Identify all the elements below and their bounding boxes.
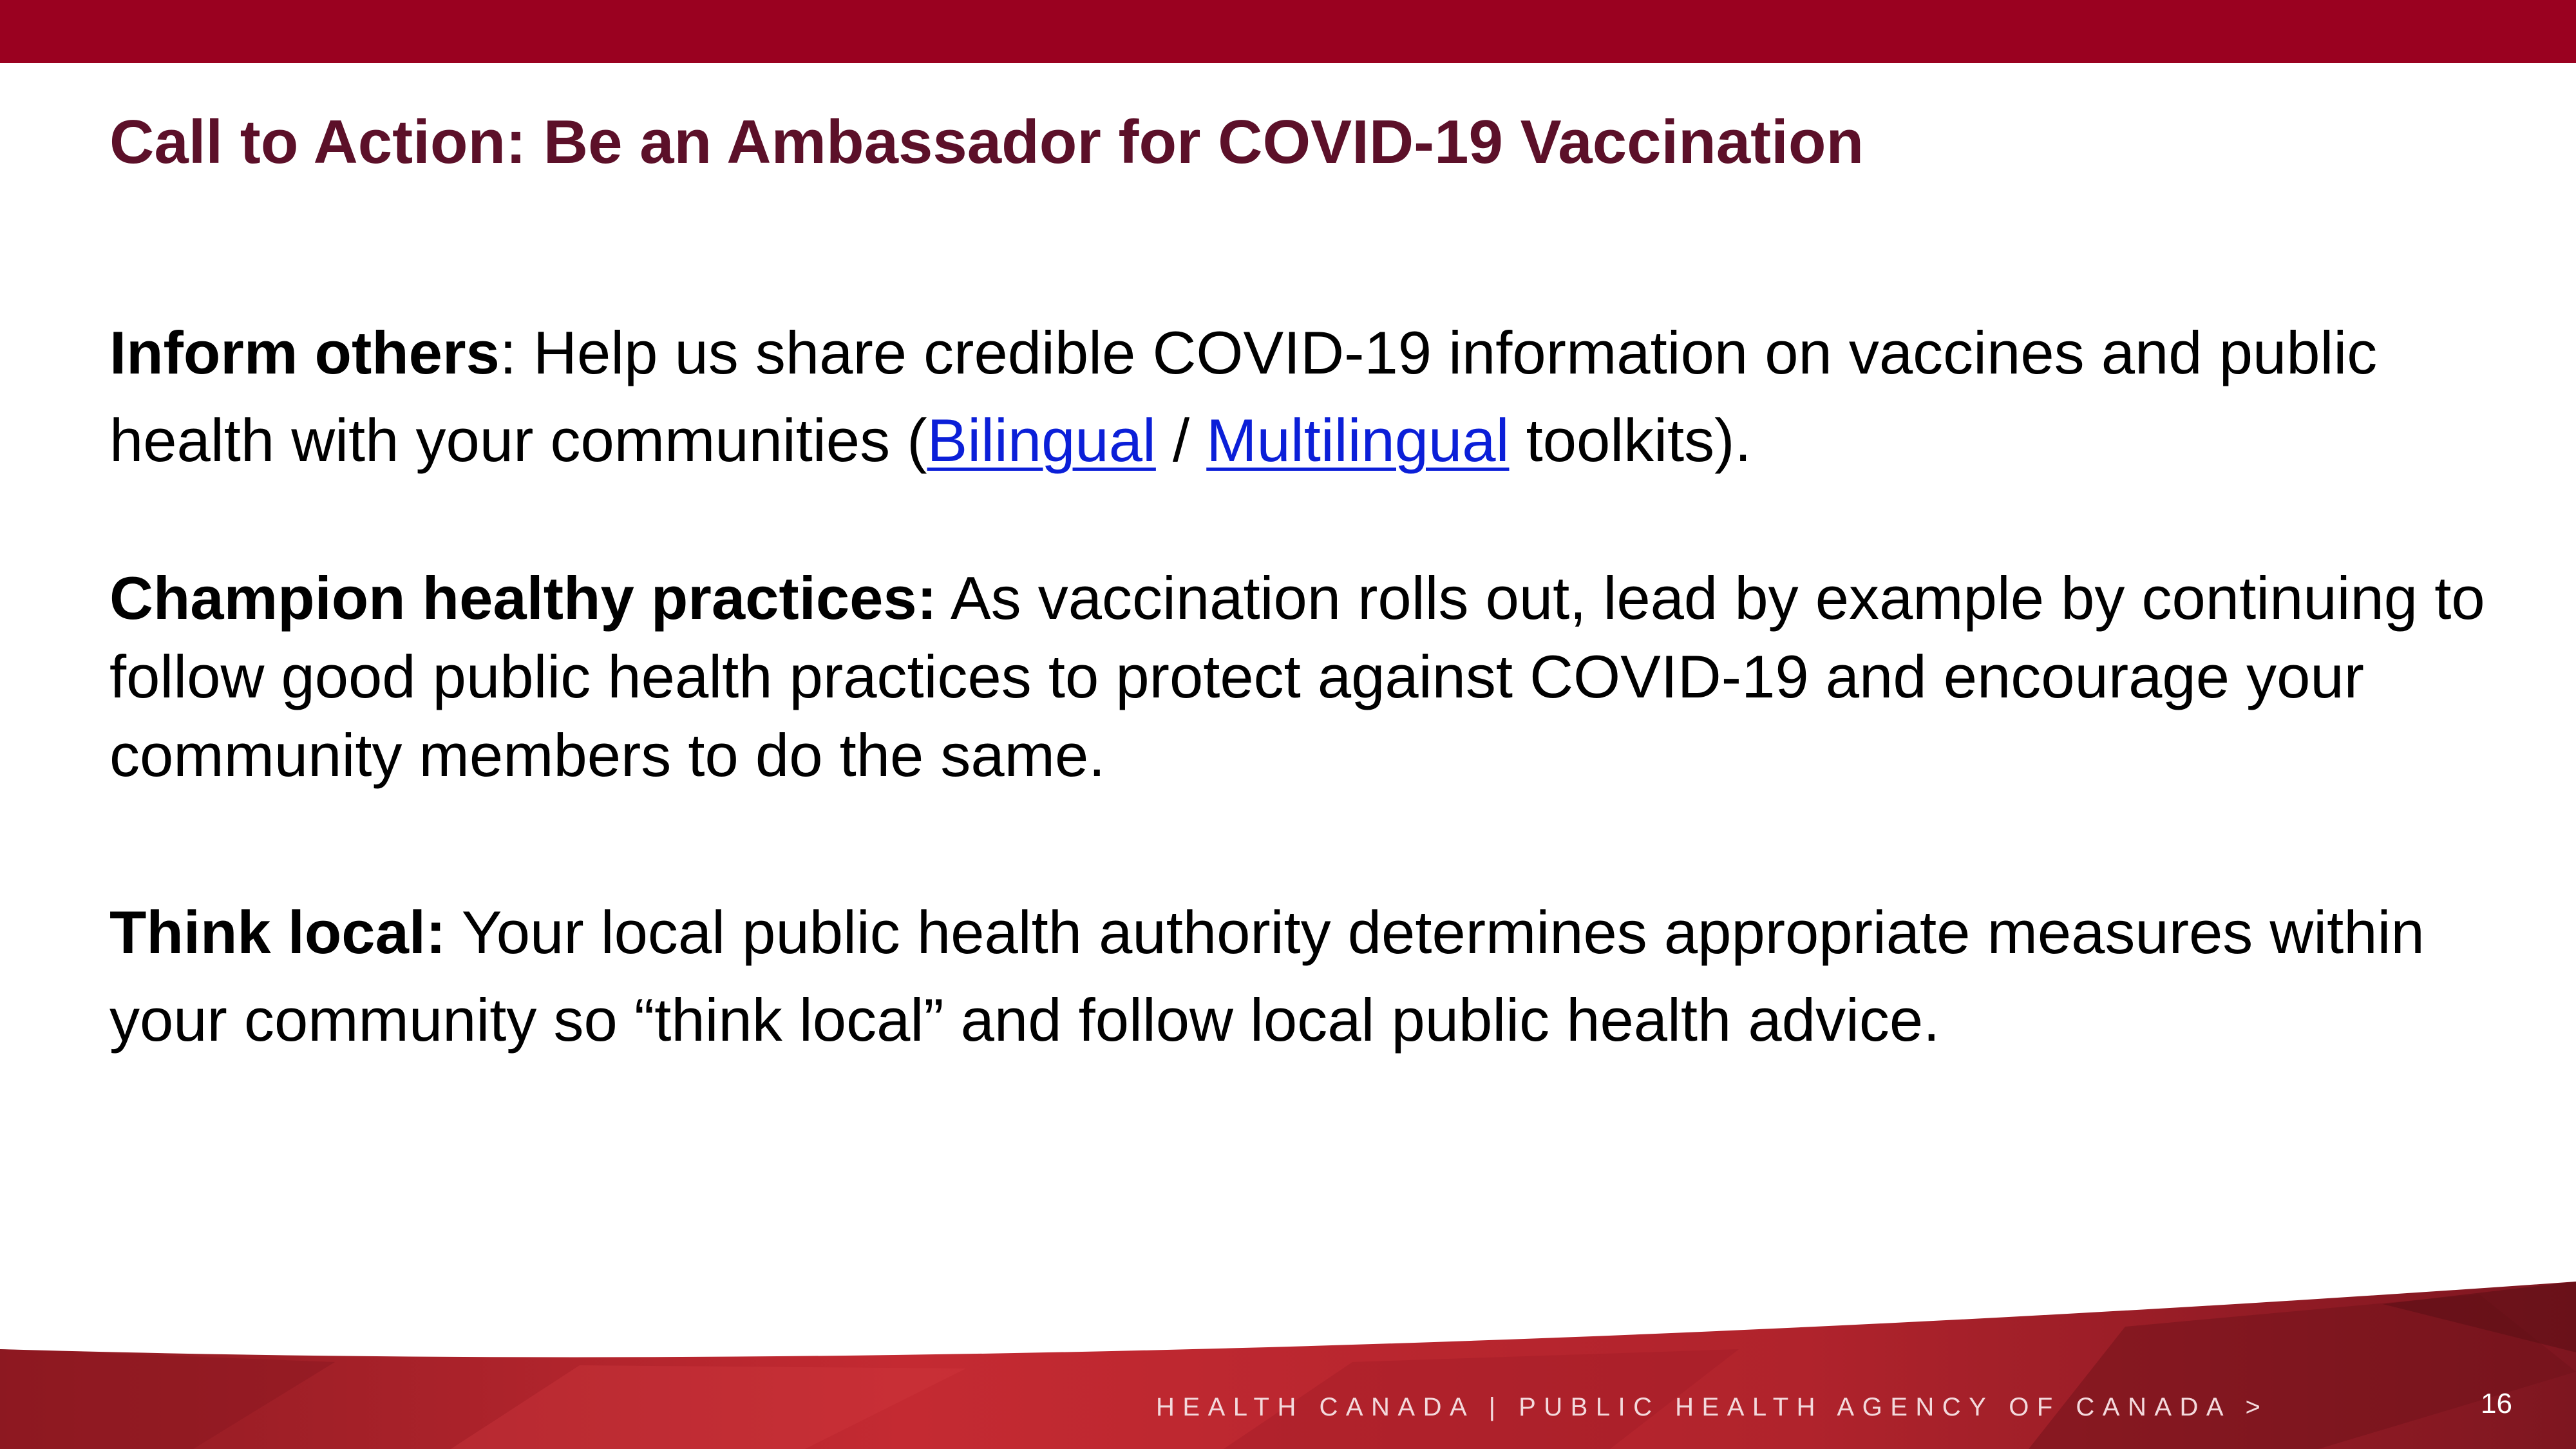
paragraph-champion-practices — [109, 559, 2492, 795]
paragraph-think-local — [109, 889, 2492, 1064]
link-separator: / — [1155, 406, 1207, 474]
bilingual-link[interactable]: Bilingual — [927, 406, 1156, 474]
footer-banner — [0, 1275, 2576, 1449]
think-local-text: Your local public health authority determines appropriate measures within your community so “think local” and follow local public health advice. — [109, 898, 2425, 1054]
top-bar — [0, 0, 2576, 63]
page-number: 16 — [2481, 1388, 2512, 1419]
heading-inform-others: Inform others — [109, 319, 500, 386]
heading-champion-practices: Champion healthy practices: — [109, 564, 937, 632]
footer-agency-text[interactable]: HEALTH CANADA | PUBLIC HEALTH AGENCY OF CANADA > — [1156, 1393, 2269, 1421]
slide-title: Call to Action: Be an Ambassador for COVID-19 Vaccination — [109, 108, 1864, 176]
multilingual-link[interactable]: Multilingual — [1206, 406, 1510, 474]
inform-text: : Help us share credible COVID-19 information on vaccines and public health with your communities ( — [109, 319, 2378, 474]
champion-text: As vaccination rolls out, lead by example by continuing to follow good public health practices to protect against COVID-19 and encourage your community members to do the same. — [109, 564, 2485, 789]
inform-text-end: toolkits). — [1509, 406, 1752, 474]
heading-think-local: Think local: — [109, 898, 446, 966]
paragraph-inform-others — [109, 309, 2492, 484]
